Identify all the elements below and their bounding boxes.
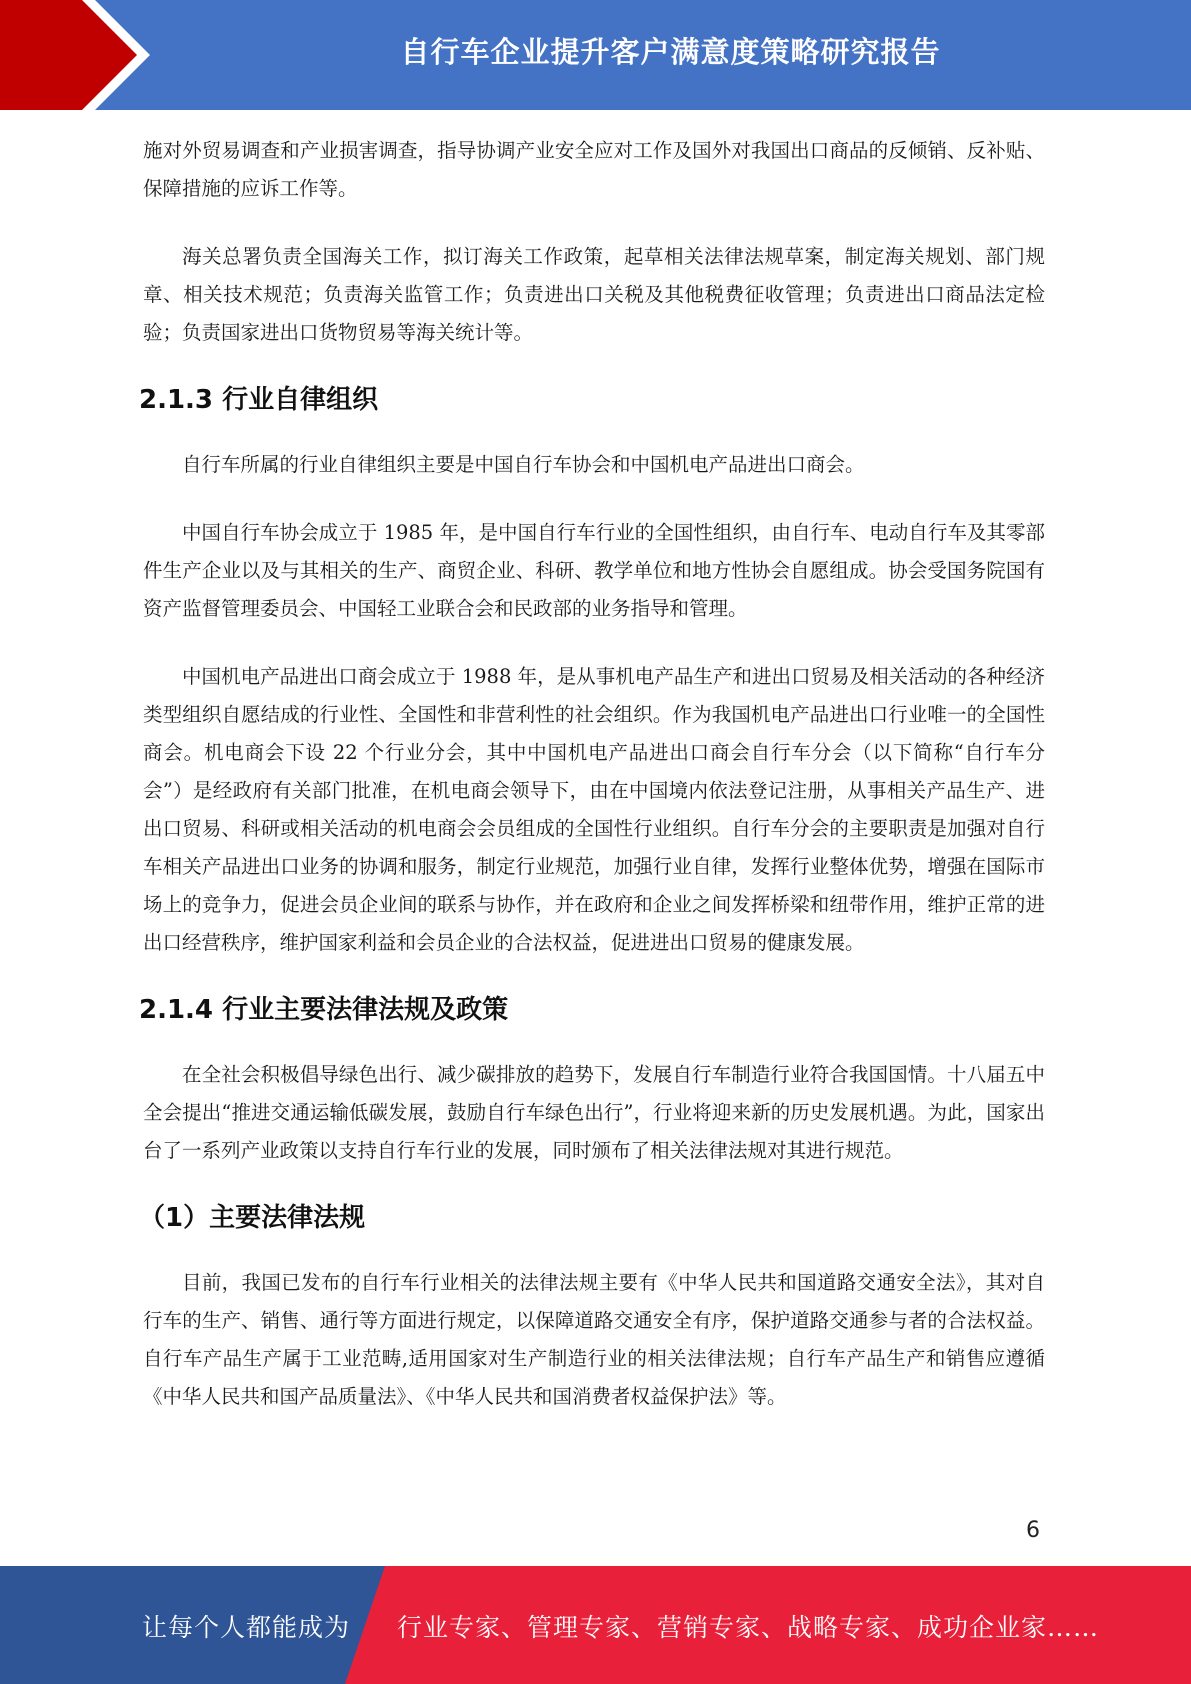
paragraph-trade-investigation: 施对外贸易调查和产业损害调查，指导协调产业安全应对工作及国外对我国出口商品的反倾销、反补贴、保障措施的应诉工作等。 (143, 139, 1045, 200)
paragraph-laws-regulations: 目前，我国已发布的自行车行业相关的法律法规主要有《中华人民共和国道路交通安全法》，其对自行车的生产、销售、通行等方面进行规定，以保障道路交通安全有序，保护道路交通参与者的合法权益。自行车产品生产属于工业范畴,适用国家对生产制造行业的相关法律法规；自行车产品生产和销售应遵循《中华人民共和国产品质量法》、《中华人民共和国消费者权益保护法》等。 (143, 1271, 1045, 1408)
paragraph-customs: 海关总署负责全国海关工作，拟订海关工作政策，起草相关法律法规草案，制定海关规划、部门规章、相关技术规范；负责海关监管工作；负责进出口关税及其他税费征收管理；负责进出口商品法定检验；负责国家进出口货物贸易等海关统计等。 (143, 245, 1045, 344)
footer-slogan-right: 行业专家、管理专家、营销专家、战略专家、成功企业家…… (397, 1613, 1100, 1642)
paragraph-chamber-of-commerce: 中国机电产品进出口商会成立于 1988 年，是从事机电产品生产和进出口贸易及相关活动的各种经济类型组织自愿结成的行业性、全国性和非营利性的社会组织。作为我国机电产品进出口行业唯一的全国性商会。机电商会下设 22 个行业分会，其中中国机电产品进出口商会自行车分会（以下简称“自行车分会”）是经政府有关部门批准，在机电商会领导下，由在中国境内依法登记注册，从事相关产品生产、进出口贸易、科研或相关活动的机电商会会员组成的全国性行业组织。自行车分会的主要职责是加强对自行车相关产品进出口业务的协调和服务，制定行业规范，加强行业自律，发挥行业整体优势，增强在国际市场上的竞争力，促进会员企业间的联系与协作，并在政府和企业之间发挥桥梁和纽带作用，维护正常的进出口经营秩序，维护国家利益和会员企业的合法权益，促进进出口贸易的健康发展。 (143, 665, 1045, 954)
report-title: 自行车企业提升客户满意度策略研究报告 (400, 34, 941, 69)
footer-slogan-left: 让每个人都能成为 (142, 1613, 351, 1642)
page-header (0, 0, 1191, 110)
section-heading-2-1-3: 2.1.3 行业自律组织 (139, 385, 379, 415)
page-number: 6 (1026, 1518, 1040, 1543)
header-arrow-decoration (0, 0, 160, 110)
paragraph-green-travel-policy: 在全社会积极倡导绿色出行、减少碳排放的趋势下，发展自行车制造行业符合我国国情。十八届五中全会提出“推进交通运输低碳发展，鼓励自行车绿色出行”，行业将迎来新的历史发展机遇。为此，国家出台了一系列产业政策以支持自行车行业的发展，同时颁布了相关法律法规对其进行规范。 (143, 1063, 1045, 1162)
section-heading-2-1-4: 2.1.4 行业主要法律法规及政策 (139, 995, 509, 1025)
subsection-heading-laws: （1）主要法律法规 (139, 1203, 366, 1233)
page-content (139, 132, 1045, 1446)
page-footer (0, 1566, 1191, 1684)
paragraph-self-regulatory-orgs: 自行车所属的行业自律组织主要是中国自行车协会和中国机电产品进出口商会。 (182, 453, 865, 476)
paragraph-bicycle-association: 中国自行车协会成立于 1985 年，是中国自行车行业的全国性组织，由自行车、电动自行车及其零部件生产企业以及与其相关的生产、商贸企业、科研、教学单位和地方性协会自愿组成。协会受国务院国有资产监督管理委员会、中国轻工业联合会和民政部的业务指导和管理。 (143, 521, 1045, 620)
